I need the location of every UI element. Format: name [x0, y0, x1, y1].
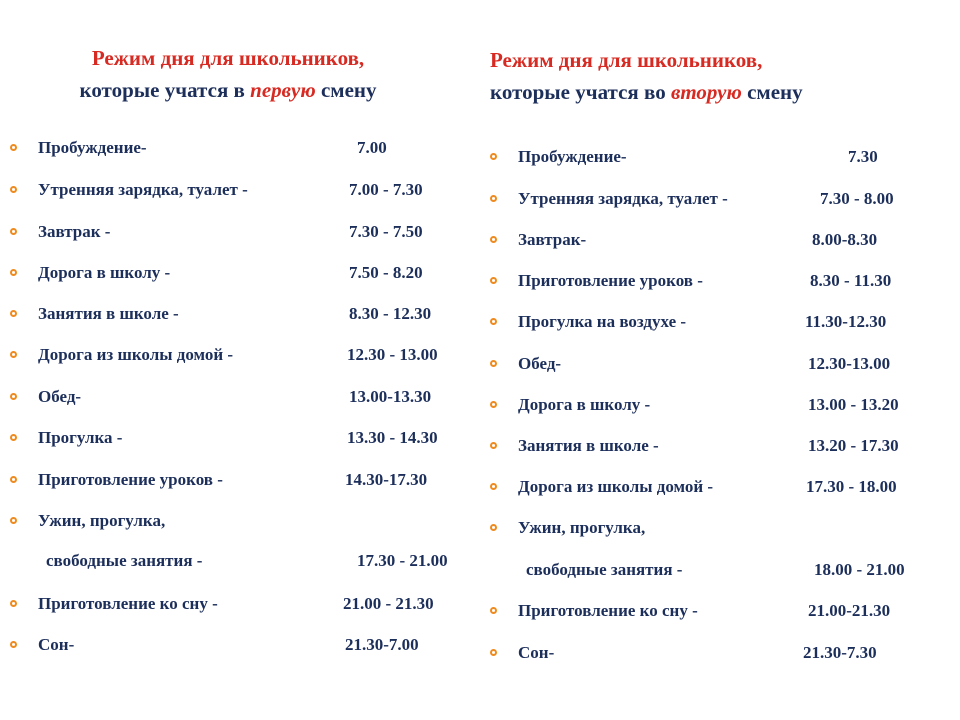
left-activity-time: 21.00 - 21.30 — [343, 594, 434, 613]
left-title-line2: которые учатся в первую смену — [79, 78, 377, 102]
right-activity-label: Прогулка на воздухе - — [518, 312, 687, 331]
right-title-emphasis: вторую — [670, 80, 742, 104]
left-activity-label: Завтрак - — [38, 222, 111, 241]
left-activity-time: 14.30-17.30 — [345, 470, 428, 489]
right-activity-label: Пробуждение- — [518, 147, 627, 166]
right-schedule-row — [0, 390, 960, 420]
right-activity-label: Приготовление ко сну - — [518, 601, 698, 620]
right-activity-label: Сон- — [518, 643, 555, 662]
bullet-icon — [490, 318, 497, 325]
right-activity-time: 12.30-13.00 — [808, 354, 891, 373]
left-title — [18, 42, 438, 106]
right-title — [478, 44, 910, 108]
left-activity-label: свободные занятия - — [46, 551, 203, 570]
right-activity-label: Завтрак- — [518, 230, 587, 249]
left-activity-time: 21.30-7.00 — [345, 635, 419, 654]
left-activity-label: Приготовление ко сну - — [38, 594, 218, 613]
left-activity-label: Приготовление уроков - — [38, 470, 223, 489]
left-activity-time: 7.00 - 7.30 — [349, 180, 423, 199]
right-activity-time: 8.00-8.30 — [812, 230, 878, 249]
right-title-line2: которые учатся во вторую смену — [490, 80, 803, 104]
bullet-icon — [490, 442, 497, 449]
right-schedule-row — [0, 225, 960, 255]
left-activity-label: Дорога в школу - — [38, 263, 171, 282]
right-activity-time: 8.30 - 11.30 — [810, 271, 892, 290]
right-activity-time: 18.00 - 21.00 — [814, 560, 905, 579]
right-activity-label: Дорога в школу - — [518, 395, 651, 414]
left-activity-label: Дорога из школы домой - — [38, 345, 234, 364]
left-title-line1: Режим дня для школьников, — [91, 46, 365, 70]
bullet-icon — [490, 524, 497, 531]
right-activity-time: 11.30-12.30 — [805, 312, 887, 331]
right-activity-label: Занятия в школе - — [518, 436, 659, 455]
right-activity-label: свободные занятия - — [526, 560, 683, 579]
left-activity-label: Утренняя зарядка, туалет - — [38, 180, 248, 199]
left-activity-time: 17.30 - 21.00 — [357, 551, 448, 570]
left-activity-time: 7.30 - 7.50 — [349, 222, 423, 241]
right-activity-time: 21.00-21.30 — [808, 601, 891, 620]
left-activity-label: Ужин, прогулка, — [38, 511, 166, 530]
right-schedule-row — [0, 638, 960, 668]
right-activity-label: Обед- — [518, 354, 562, 373]
right-title-line1: Режим дня для школьников, — [490, 48, 763, 72]
left-activity-time: 12.30 - 13.00 — [347, 345, 438, 364]
bullet-icon — [490, 360, 497, 367]
bullet-icon — [490, 401, 497, 408]
right-activity-label: Ужин, прогулка, — [518, 518, 646, 537]
right-schedule-row — [0, 472, 960, 502]
left-activity-time: 13.00-13.30 — [349, 387, 432, 406]
right-activity-label: Приготовление уроков - — [518, 271, 703, 290]
left-activity-time: 7.00 — [357, 138, 387, 157]
left-activity-label: Прогулка - — [38, 428, 123, 447]
right-activity-time: 7.30 — [848, 147, 878, 166]
bullet-icon — [490, 236, 497, 243]
right-activity-time: 7.30 - 8.00 — [820, 189, 894, 208]
right-schedule-row — [0, 513, 960, 543]
left-activity-time: 7.50 - 8.20 — [349, 263, 423, 282]
bullet-icon — [490, 195, 497, 202]
right-activity-time: 13.00 - 13.20 — [808, 395, 899, 414]
bullet-icon — [490, 649, 497, 656]
right-activity-time: 17.30 - 18.00 — [806, 477, 897, 496]
left-title-emphasis: первую — [250, 78, 316, 102]
right-activity-label: Утренняя зарядка, туалет - — [518, 189, 728, 208]
left-activity-label: Занятия в школе - — [38, 304, 179, 323]
bullet-icon — [490, 483, 497, 490]
right-activity-label: Дорога из школы домой - — [518, 477, 714, 496]
left-activity-time: 8.30 - 12.30 — [349, 304, 432, 323]
left-activity-label: Пробуждение- — [38, 138, 147, 157]
left-activity-time: 13.30 - 14.30 — [347, 428, 438, 447]
bullet-icon — [490, 153, 497, 160]
right-activity-time: 21.30-7.30 — [803, 643, 877, 662]
right-schedule-row — [0, 431, 960, 461]
right-activity-time: 13.20 - 17.30 — [808, 436, 899, 455]
right-schedule-row — [0, 142, 960, 172]
right-schedule-row — [0, 555, 960, 585]
right-schedule-row — [0, 596, 960, 626]
bullet-icon — [490, 277, 497, 284]
right-schedule-row — [0, 307, 960, 337]
right-schedule-row — [0, 349, 960, 379]
bullet-icon — [490, 607, 497, 614]
left-activity-label: Обед- — [38, 387, 82, 406]
right-schedule-row — [0, 266, 960, 296]
right-schedule-row — [0, 184, 960, 214]
left-activity-label: Сон- — [38, 635, 75, 654]
